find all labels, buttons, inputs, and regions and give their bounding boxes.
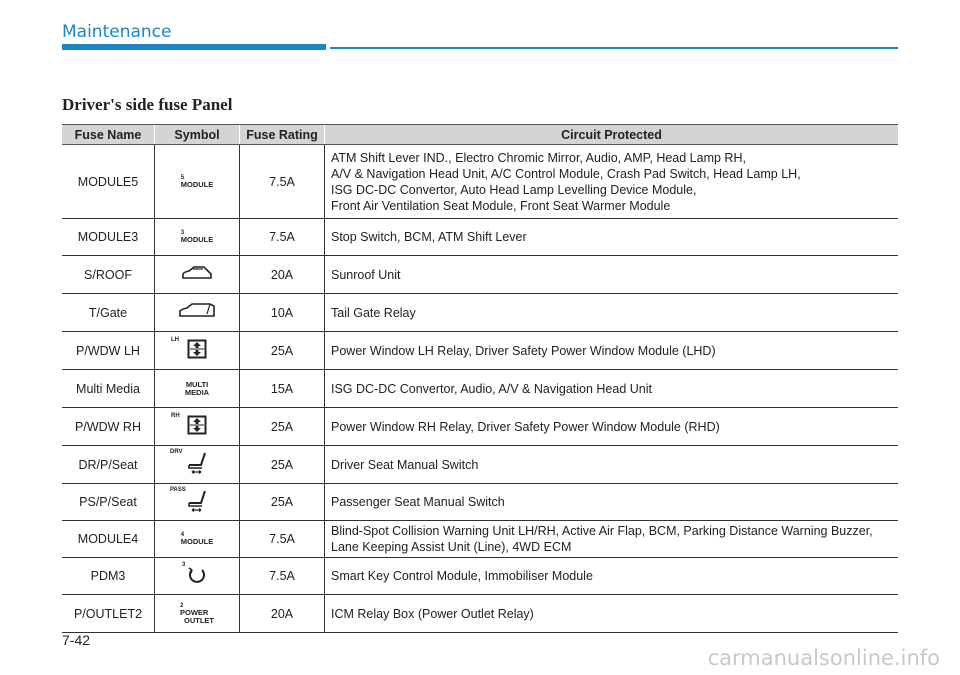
symbol-text: MODULE — [180, 537, 214, 546]
circuit-line: Power Window LH Relay, Driver Safety Power Window Module (LHD) — [331, 343, 716, 358]
circuit-line: ISG DC-DC Convertor, Auto Head Lamp Levelling Device Module, — [331, 182, 697, 197]
circuit-protected — [325, 256, 899, 294]
fuse-name: P/OUTLET2 — [62, 595, 155, 633]
fuse-rating: 20A — [240, 595, 325, 633]
module-icon — [155, 175, 239, 189]
panel-title: Driver's side fuse Panel — [62, 95, 233, 114]
col-circuit-protected: Circuit Protected — [325, 125, 899, 145]
circuit-line: Driver Seat Manual Switch — [331, 457, 479, 472]
power-seat-icon — [155, 451, 239, 478]
table-header-row — [62, 125, 898, 145]
circuit-protected — [325, 408, 899, 446]
circuit-protected — [325, 521, 899, 558]
fuse-symbol — [155, 408, 240, 446]
tailgate-icon — [155, 301, 239, 324]
fuse-symbol — [155, 256, 240, 294]
fuse-rating: 25A — [240, 408, 325, 446]
circuit-protected — [325, 219, 899, 256]
symbol-number: 5 — [180, 174, 185, 181]
power-seat-icon — [155, 486, 239, 516]
fuse-symbol — [155, 595, 240, 633]
circuit-line: ICM Relay Box (Power Outlet Relay) — [331, 606, 534, 621]
circuit-line: Sunroof Unit — [331, 267, 401, 282]
module-icon — [155, 230, 239, 244]
page-number: 7-42 — [62, 632, 91, 648]
fuse-rating: 25A — [240, 484, 325, 521]
fuse-name: P/WDW RH — [62, 408, 155, 446]
fuse-rating: 7.5A — [240, 145, 325, 219]
symbol-text: OUTLET — [184, 615, 214, 625]
fuse-table — [62, 124, 898, 633]
fuse-symbol — [155, 370, 240, 408]
power-outlet-icon — [155, 603, 239, 625]
sunroof-icon — [155, 263, 239, 286]
symbol-text: MODULE — [180, 235, 214, 244]
fuse-name: P/WDW LH — [62, 332, 155, 370]
circuit-line: Blind-Spot Collision Warning Unit LH/RH, Active Air Flap, BCM, Parking Distance Warning Buzzer, — [331, 524, 873, 538]
table-row — [62, 521, 898, 558]
circuit-protected — [325, 370, 899, 408]
circuit-line: Smart Key Control Module, Immobiliser Module — [331, 569, 593, 583]
section-title: Maintenance — [62, 22, 172, 42]
table-row — [62, 408, 898, 446]
col-fuse-name: Fuse Name — [62, 125, 155, 145]
fuse-rating: 7.5A — [240, 558, 325, 595]
fuse-name: DR/P/Seat — [62, 446, 155, 484]
circuit-line: A/V & Navigation Head Unit, A/C Control Module, Crash Pad Switch, Head Lamp LH, — [331, 166, 801, 181]
power-window-icon — [155, 415, 239, 438]
fuse-rating: 10A — [240, 294, 325, 332]
symbol-tag: RH — [171, 413, 180, 419]
fuse-name: PDM3 — [62, 558, 155, 595]
header-rule-thin — [330, 47, 898, 49]
table-row — [62, 256, 898, 294]
table-row — [62, 294, 898, 332]
table-row — [62, 145, 898, 219]
table-row — [62, 332, 898, 370]
col-fuse-rating: Fuse Rating — [240, 125, 325, 145]
fuse-symbol — [155, 558, 240, 595]
circuit-protected — [325, 332, 899, 370]
multimedia-icon — [155, 381, 239, 397]
symbol-text: POWER — [180, 607, 209, 617]
fuse-name: T/Gate — [62, 294, 155, 332]
fuse-symbol — [155, 332, 240, 370]
table-row — [62, 370, 898, 408]
col-symbol: Symbol — [155, 125, 240, 145]
fuse-symbol — [155, 484, 240, 521]
circuit-protected — [325, 595, 899, 633]
table-row — [62, 219, 898, 256]
fuse-name: S/ROOF — [62, 256, 155, 294]
fuse-rating: 7.5A — [240, 219, 325, 256]
fuse-rating: 15A — [240, 370, 325, 408]
circuit-line: ISG DC-DC Convertor, Audio, A/V & Navigation Head Unit — [331, 381, 652, 396]
fuse-symbol — [155, 219, 240, 256]
symbol-tag: PASS — [170, 486, 186, 493]
fuse-symbol — [155, 521, 240, 558]
watermark: carmanualsonline.info — [707, 646, 940, 670]
circuit-protected — [325, 446, 899, 484]
header-rule-thick — [62, 44, 326, 50]
pdm-icon — [155, 561, 239, 589]
circuit-protected — [325, 484, 899, 521]
symbol-number: 3 — [180, 230, 185, 236]
fuse-name: MODULE3 — [62, 219, 155, 256]
table-row — [62, 558, 898, 595]
circuit-line: ATM Shift Lever IND., Electro Chromic Mirror, Audio, AMP, Head Lamp RH, — [331, 150, 746, 165]
symbol-tag: 3 — [182, 561, 186, 568]
fuse-name: MODULE5 — [62, 145, 155, 219]
circuit-protected — [325, 558, 899, 595]
fuse-rating: 7.5A — [240, 521, 325, 558]
table-row — [62, 595, 898, 633]
fuse-name: Multi Media — [62, 370, 155, 408]
circuit-protected — [325, 294, 899, 332]
fuse-name: PS/P/Seat — [62, 484, 155, 521]
circuit-line: Passenger Seat Manual Switch — [331, 495, 505, 509]
symbol-text: MODULE — [180, 179, 214, 189]
fuse-symbol — [155, 294, 240, 332]
symbol-tag: DRV — [170, 449, 183, 455]
symbol-number: 2 — [180, 602, 184, 609]
power-window-icon — [155, 339, 239, 362]
circuit-line: Power Window RH Relay, Driver Safety Power Window Module (RHD) — [331, 419, 720, 434]
table-row — [62, 446, 898, 484]
fuse-rating: 25A — [240, 446, 325, 484]
symbol-tag: LH — [171, 337, 179, 343]
circuit-protected — [325, 145, 899, 219]
table-row — [62, 484, 898, 521]
module-icon — [155, 532, 239, 546]
fuse-name: MODULE4 — [62, 521, 155, 558]
symbol-text: MEDIA — [184, 387, 210, 397]
fuse-rating: 20A — [240, 256, 325, 294]
circuit-line: Lane Keeping Assist Unit (Line), 4WD ECM — [331, 540, 572, 554]
fuse-symbol — [155, 446, 240, 484]
fuse-rating: 25A — [240, 332, 325, 370]
circuit-line: Tail Gate Relay — [331, 305, 416, 320]
symbol-number: 4 — [180, 532, 185, 538]
circuit-line: Front Air Ventilation Seat Module, Front Seat Warmer Module — [331, 198, 671, 213]
fuse-symbol — [155, 145, 240, 219]
circuit-line: Stop Switch, BCM, ATM Shift Lever — [331, 230, 527, 244]
symbol-text: MULTI — [185, 379, 209, 389]
